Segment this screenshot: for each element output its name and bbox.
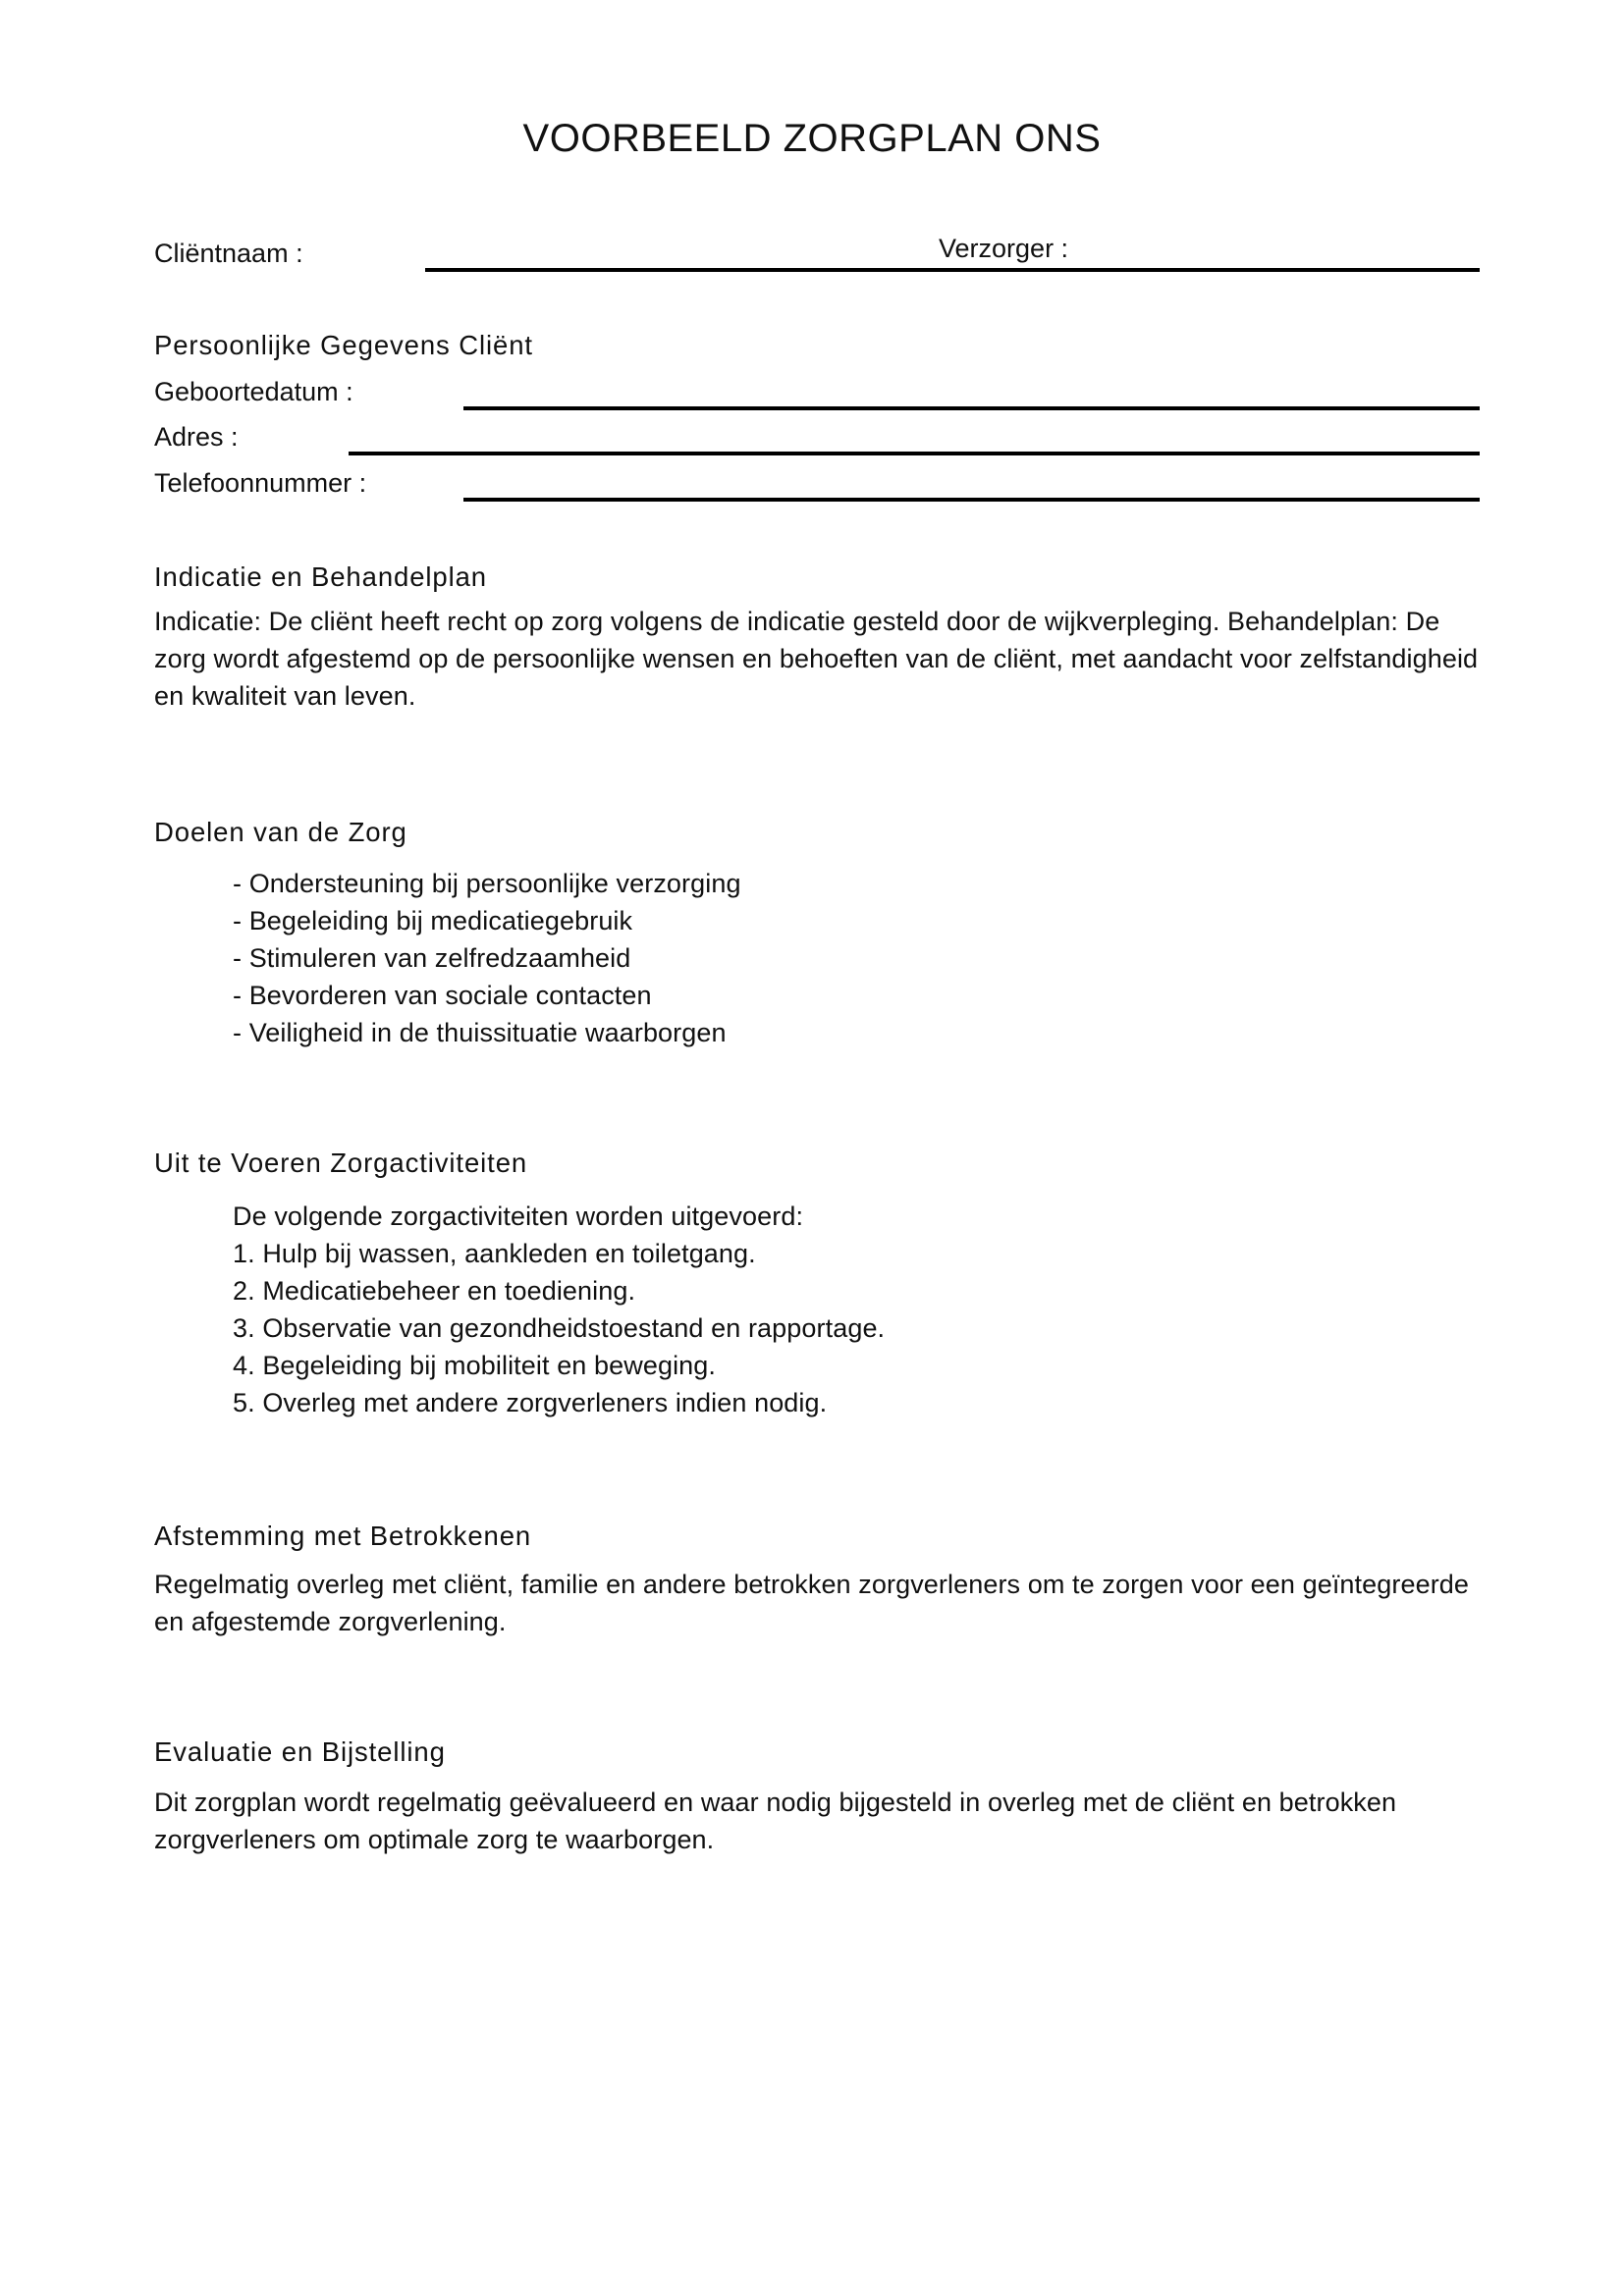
birthdate-field-row [154, 374, 1480, 410]
list-item: - Ondersteuning bij persoonlijke verzorging [233, 869, 741, 898]
phone-field-row [154, 465, 1480, 502]
activities-list [233, 1235, 1480, 1421]
activities-heading: Uit te Voeren Zorgactiviteiten [154, 1148, 528, 1178]
list-item: 3. Observatie van gezondheidstoestand en rapportage. [233, 1313, 886, 1343]
activities-intro: De volgende zorgactiviteiten worden uitgevoerd: [233, 1201, 804, 1231]
list-item: 5. Overleg met andere zorgverleners indien nodig. [233, 1388, 828, 1417]
caregiver-label: Verzorger : [939, 234, 1069, 263]
list-item: 1. Hulp bij wassen, aankleden en toiletgang. [233, 1239, 756, 1268]
birthdate-label: Geboortedatum : [154, 377, 353, 406]
coordination-body: Regelmatig overleg met cliënt, familie en andere betrokken zorgverleners om te zorgen voor een geïntegreerde en afgestemde zorgverlening. [154, 1570, 1470, 1636]
address-blank-line [349, 419, 1480, 455]
client-name-label: Cliëntnaam : [154, 239, 303, 268]
indication-heading: Indicatie en Behandelplan [154, 561, 488, 592]
goals-heading: Doelen van de Zorg [154, 817, 407, 847]
list-item: 2. Medicatiebeheer en toediening. [233, 1276, 636, 1306]
list-item: - Bevorderen van sociale contacten [233, 981, 652, 1010]
client-name-blank-line [425, 236, 1480, 272]
goals-list [233, 865, 1480, 1051]
list-item: - Begeleiding bij medicatiegebruik [233, 906, 633, 935]
evaluation-heading: Evaluatie en Bijstelling [154, 1736, 446, 1767]
list-item: - Veiligheid in de thuissituatie waarborgen [233, 1018, 727, 1047]
phone-blank-line [463, 465, 1480, 502]
personal-details-heading: Persoonlijke Gegevens Cliënt [154, 330, 533, 360]
address-label: Adres : [154, 422, 239, 452]
list-item: 4. Begeleiding bij mobiliteit en beweging. [233, 1351, 717, 1380]
document-title: VOORBEELD ZORGPLAN ONS [522, 117, 1102, 160]
evaluation-body: Dit zorgplan wordt regelmatig geëvalueerd en waar nodig bijgesteld in overleg met de cliënt en betrokken zorgverleners om optimale zorg te waarborgen. [154, 1788, 1397, 1854]
list-item: - Stimuleren van zelfredzaamheid [233, 943, 631, 973]
indication-body: Indicatie: De cliënt heeft recht op zorg volgens de indicatie gesteld door de wijkverpleging. Behandelplan: De zorg wordt afgestemd op de persoonlijke wensen en behoeften van de cliënt, met aandacht voor zelfstandigheid en kwaliteit van leven. [154, 607, 1479, 711]
client-caregiver-row [154, 236, 1480, 272]
birthdate-blank-line [463, 374, 1480, 410]
address-field-row [154, 419, 1480, 455]
coordination-heading: Afstemming met Betrokkenen [154, 1521, 532, 1551]
phone-label: Telefoonnummer : [154, 468, 367, 498]
